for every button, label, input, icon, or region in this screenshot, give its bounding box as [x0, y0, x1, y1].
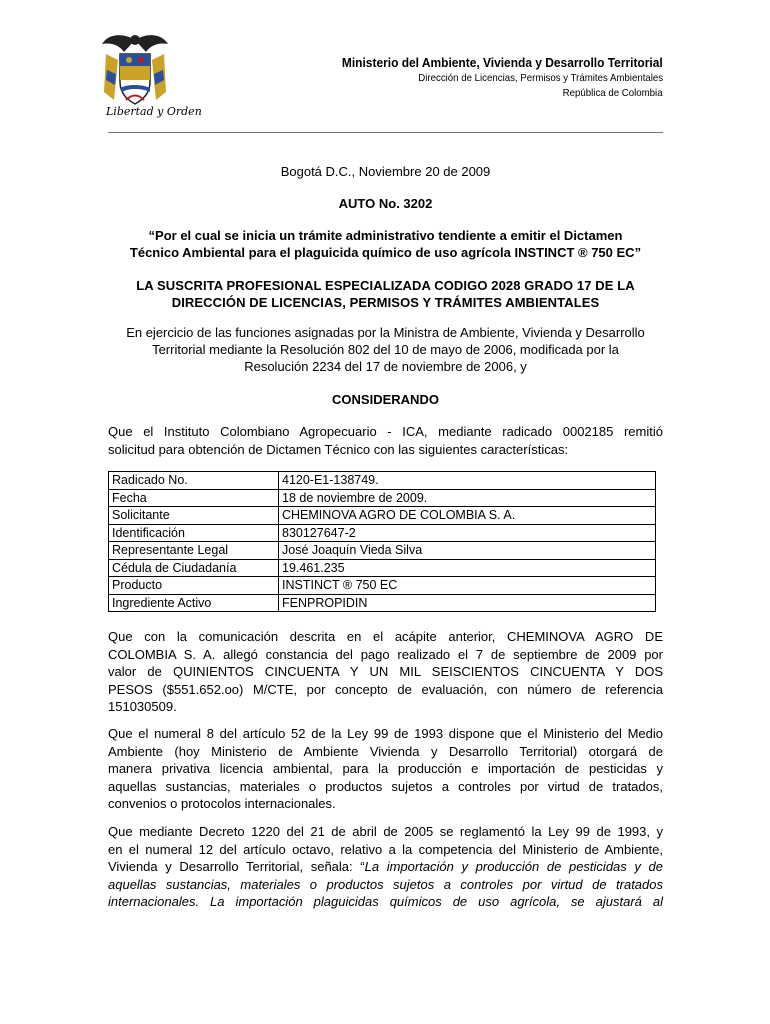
paragraph-line [108, 858, 663, 876]
paragraph-line: valor de QUINIENTOS CINCUENTA Y UN MIL SEISCIENTOS CINCUENTA Y DOS [108, 664, 663, 679]
paragraph-4 [108, 823, 663, 911]
signatory [108, 277, 663, 311]
paragraph-line: manera privativa licencia ambiental, para la producción e importación de pesticidas y [108, 761, 663, 776]
subject-line: Técnico Ambiental para el plaguicida químico de uso agrícola INSTINCT ® 750 EC” [129, 245, 642, 260]
table-value: FENPROPIDIN [279, 594, 656, 612]
table-value: INSTINCT ® 750 EC [279, 577, 656, 595]
table-value: 19.461.235 [279, 559, 656, 577]
logo-caption: Libertad y Orden [106, 105, 202, 118]
table-key: Radicado No. [109, 472, 279, 490]
paragraph-line: Que el numeral 8 del artículo 52 de la Ley 99 de 1993 dispone que el Ministerio del Medio [108, 726, 663, 741]
auto-number: AUTO No. 3202 [338, 196, 433, 211]
quoted-text: La importación y producción de pesticidas y de [364, 859, 664, 874]
table-row [109, 594, 656, 612]
table-key: Producto [109, 577, 279, 595]
powers-line: Territorial mediante la Resolución 802 del 10 de mayo de 2006, modificada por la [152, 342, 619, 357]
direction-subtitle: Dirección de Licencias, Permisos y Trámites Ambientales [418, 72, 663, 84]
table-key: Representante Legal [109, 542, 279, 560]
country-subtitle: República de Colombia [563, 87, 663, 99]
powers-line: Resolución 2234 del 17 de noviembre de 2006, y [244, 359, 527, 374]
table-key: Cédula de Ciudadanía [109, 559, 279, 577]
paragraph-line: 151030509. [108, 699, 177, 714]
paragraph-line: Que con la comunicación descrita en el acápite anterior, CHEMINOVA AGRO DE [108, 629, 663, 644]
table-row [109, 542, 656, 560]
considering-heading: CONSIDERANDO [332, 392, 439, 407]
paragraph-line: Que el Instituto Colombiano Agropecuario - ICA, mediante radicado 0002185 remitió [108, 424, 663, 439]
paragraph-line: Ambiente (hoy Ministerio de Ambiente Vivienda y Desarrollo Territorial) otorgará de [108, 743, 663, 759]
paragraph-line: PESOS ($551.652.oo) M/CTE, por concepto de evaluación, con número de referencia [108, 681, 663, 697]
table-row [109, 472, 656, 490]
paragraph-1 [108, 423, 663, 458]
table-key: Ingrediente Activo [109, 594, 279, 612]
paragraph-2 [108, 628, 663, 716]
table-key: Solicitante [109, 507, 279, 525]
paragraph-line: COLOMBIA S. A. allegó constancia del pago realizado el 7 de septiembre de 2009 por [108, 646, 663, 662]
powers-line: En ejercicio de las funciones asignadas por la Ministra de Ambiente, Vivienda y Desarrollo [126, 325, 645, 340]
table-value: 18 de noviembre de 2009. [279, 489, 656, 507]
table-value: 830127647-2 [279, 524, 656, 542]
paragraph-3 [108, 725, 663, 813]
table-row [109, 577, 656, 595]
paragraph-line: convenios o protocolos internacionales. [108, 796, 336, 811]
quoted-line: internacionales. La importación plaguicidas químicos de uso agrícola, se ajustará al [108, 894, 663, 909]
table-value: CHEMINOVA AGRO DE COLOMBIA S. A. [279, 507, 656, 525]
table-value: José Joaquín Vieda Silva [279, 542, 656, 560]
signatory-line: LA SUSCRITA PROFESIONAL ESPECIALIZADA CODIGO 2028 GRADO 17 DE LA [136, 278, 635, 293]
table-row [109, 524, 656, 542]
table-key: Identificación [109, 524, 279, 542]
date-line: Bogotá D.C., Noviembre 20 de 2009 [280, 164, 491, 179]
paragraph-text: Vivienda y Desarrollo Territorial, señala: “ [108, 859, 365, 874]
table-value: 4120-E1-138749. [279, 472, 656, 490]
table-row [109, 489, 656, 507]
paragraph-line: Que mediante Decreto 1220 del 21 de abril de 2005 se reglamentó la Ley 99 de 1993, y [108, 824, 663, 839]
paragraph-line: en el numeral 12 del artículo octavo, relativo a la competencia del Ministerio de Ambiente, [108, 841, 663, 857]
paragraph-line: solicitud para obtención de Dictamen Técnico con las siguientes características: [108, 441, 569, 457]
request-details-table [108, 471, 656, 612]
quoted-line: aquellas sustancias, materiales o productos sujetos a controles por virtud de tratados [108, 876, 663, 892]
subject-line: “Por el cual se inicia un trámite administrativo tendiente a emitir el Dictamen [148, 228, 623, 243]
subject [108, 227, 663, 261]
paragraph-line: aquellas sustancias, materiales o productos sujetos a controles por virtud de tratados, [108, 778, 663, 794]
ministry-title: Ministerio del Ambiente, Vivienda y Desarrollo Territorial [342, 55, 663, 70]
signatory-line: DIRECCIÓN DE LICENCIAS, PERMISOS Y TRÁMITES AMBIENTALES [171, 295, 600, 310]
table-row [109, 507, 656, 525]
header-divider [108, 132, 663, 133]
table-key: Fecha [109, 489, 279, 507]
table-row [109, 559, 656, 577]
powers-paragraph [108, 324, 663, 375]
